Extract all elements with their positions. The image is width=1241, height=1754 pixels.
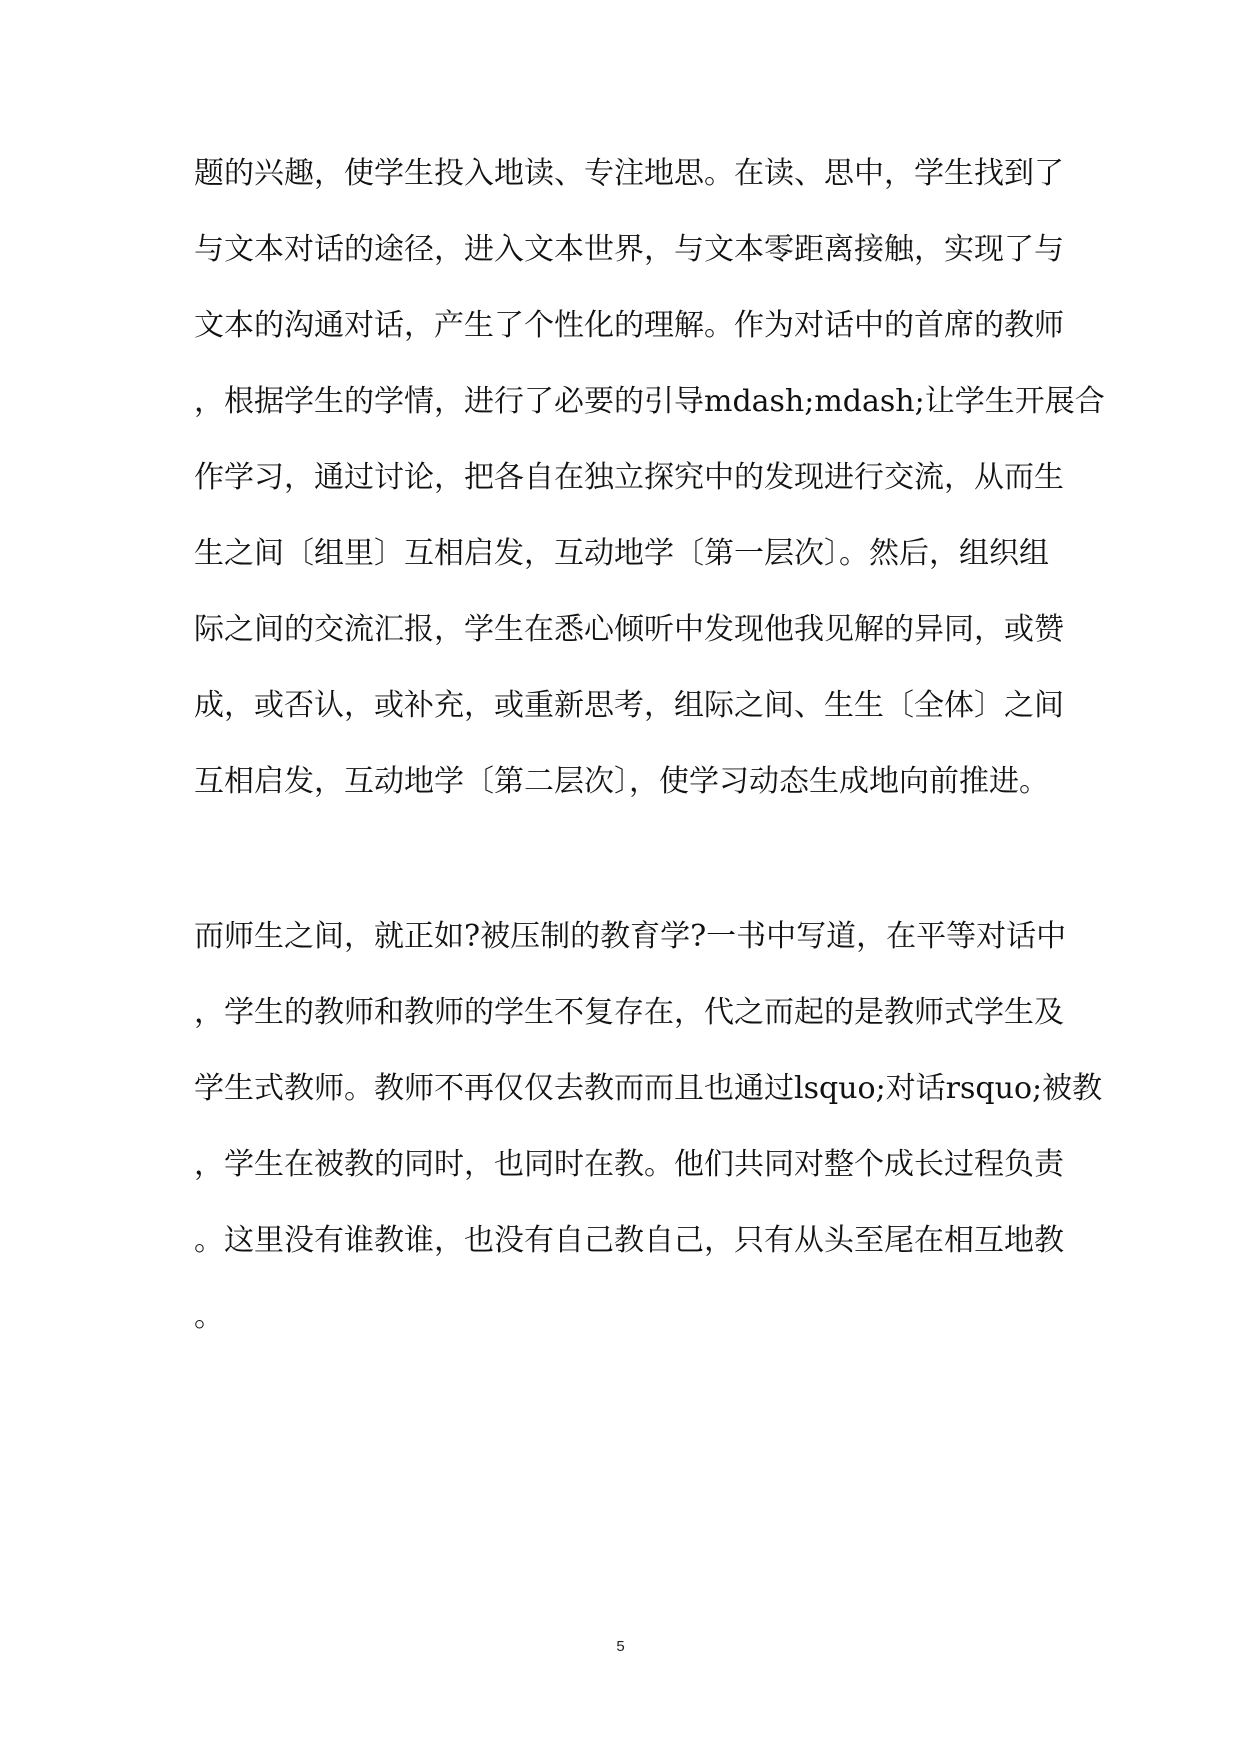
paragraph-line: ，根据学生的学情，进行了必要的引导mdash;mdash;让学生开展合 xyxy=(194,384,1105,419)
paragraph-line: ，学生在被教的同时，也同时在教。他们共同对整个成长过程负责 xyxy=(194,1147,1064,1182)
paragraph-line: 际之间的交流汇报，学生在悉心倾听中发现他我见解的异同，或赞 xyxy=(194,612,1064,647)
paragraph-line: 成，或否认，或补充，或重新思考，组际之间、生生〔全体〕之间 xyxy=(194,688,1064,723)
paragraph-line: 而师生之间，就正如?被压制的教育学?一书中写道，在平等对话中 xyxy=(194,919,1067,954)
paragraph-line: 互相启发，互动地学〔第二层次〕，使学习动态生成地向前推进。 xyxy=(194,764,1049,799)
paragraph-line: ，学生的教师和教师的学生不复存在，代之而起的是教师式学生及 xyxy=(194,995,1064,1030)
page-number: 5 xyxy=(616,1638,625,1655)
paragraph-line: 与文本对话的途径，进入文本世界，与文本零距离接触，实现了与 xyxy=(194,232,1064,267)
paragraph-line: 。 xyxy=(194,1299,224,1334)
paragraph-line: 生之间〔组里〕互相启发，互动地学〔第一层次〕。然后，组织组 xyxy=(194,536,1049,571)
paragraph-line: 。这里没有谁教谁，也没有自己教自己，只有从头至尾在相互地教 xyxy=(194,1223,1064,1258)
paragraph-line: 文本的沟通对话，产生了个性化的理解。作为对话中的首席的教师 xyxy=(194,308,1064,343)
paragraph-line: 学生式教师。教师不再仅仅去教而而且也通过lsquo;对话rsquo;被教 xyxy=(194,1071,1103,1106)
paragraph-line: 作学习，通过讨论，把各自在独立探究中的发现进行交流，从而生 xyxy=(194,460,1064,495)
paragraph-line: 题的兴趣，使学生投入地读、专注地思。在读、思中，学生找到了 xyxy=(194,156,1064,191)
